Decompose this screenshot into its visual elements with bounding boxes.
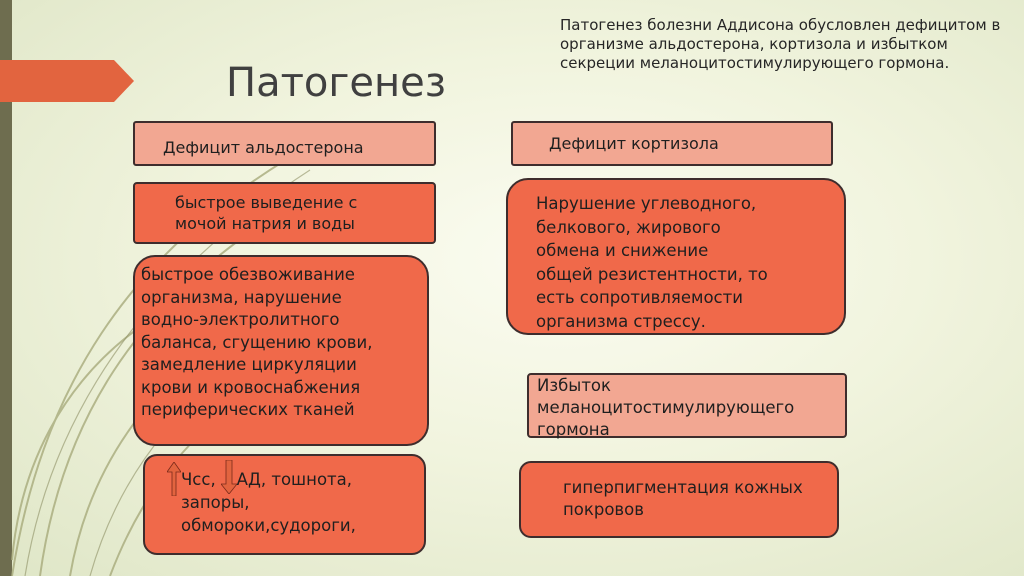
text-line: периферических тканей bbox=[141, 400, 355, 419]
text-line: гиперпигментация кожных bbox=[563, 478, 803, 497]
metabolism-box bbox=[506, 178, 846, 335]
text-line: общей резистентности, то bbox=[536, 264, 768, 284]
symptoms-box bbox=[143, 454, 426, 555]
text-line: крови и кровоснабжения bbox=[141, 377, 361, 397]
text-line: замедление циркуляции bbox=[141, 355, 357, 374]
arrow-up-icon bbox=[167, 462, 181, 496]
text-line: запоры, bbox=[181, 493, 250, 512]
text-line: баланса, сгущению крови, bbox=[141, 332, 373, 352]
text-line: белкового, жирового bbox=[536, 217, 721, 237]
text-line: меланоцитостимулирующего bbox=[537, 398, 795, 417]
text-line: обмена и снижение bbox=[536, 241, 709, 260]
text-line: быстрое обезвоживание bbox=[141, 265, 355, 284]
text-line: гормона bbox=[537, 420, 610, 439]
dehydration-box bbox=[133, 255, 429, 446]
cortisol-deficit-header bbox=[511, 121, 833, 166]
sodium-excretion-box bbox=[133, 182, 436, 244]
text-line: Избыток bbox=[537, 376, 611, 395]
text-line: быстрое выведение с bbox=[175, 193, 358, 212]
hyperpigmentation-box bbox=[519, 461, 839, 538]
aldosterone-deficit-header bbox=[133, 121, 436, 166]
text-line: есть сопротивляемости bbox=[536, 288, 743, 307]
msh-excess-box bbox=[527, 373, 847, 438]
description-note: Патогенез болезни Аддисона обусловлен дефицитом в организме альдостерона, кортизола и избытком секреции меланоцитостимулирующего гормона. bbox=[560, 16, 1001, 72]
text-line: обмороки,судороги, bbox=[181, 516, 356, 535]
text-line: мочой натрия и воды bbox=[175, 214, 355, 233]
text-line: водно-электролитного bbox=[141, 310, 340, 329]
aldosterone-deficit-label: Дефицит альдостерона bbox=[163, 138, 364, 157]
text-line: Чсс, АД, тошнота, bbox=[181, 470, 353, 489]
title-arrow-shape bbox=[0, 60, 134, 102]
text-line: Нарушение углеводного, bbox=[536, 194, 757, 213]
text-line: покровов bbox=[563, 500, 644, 519]
page-title: Патогенез bbox=[226, 60, 447, 106]
cortisol-deficit-label: Дефицит кортизола bbox=[549, 134, 719, 153]
text-line: организма стрессу. bbox=[536, 311, 706, 331]
text-line: организма, нарушение bbox=[141, 287, 342, 307]
